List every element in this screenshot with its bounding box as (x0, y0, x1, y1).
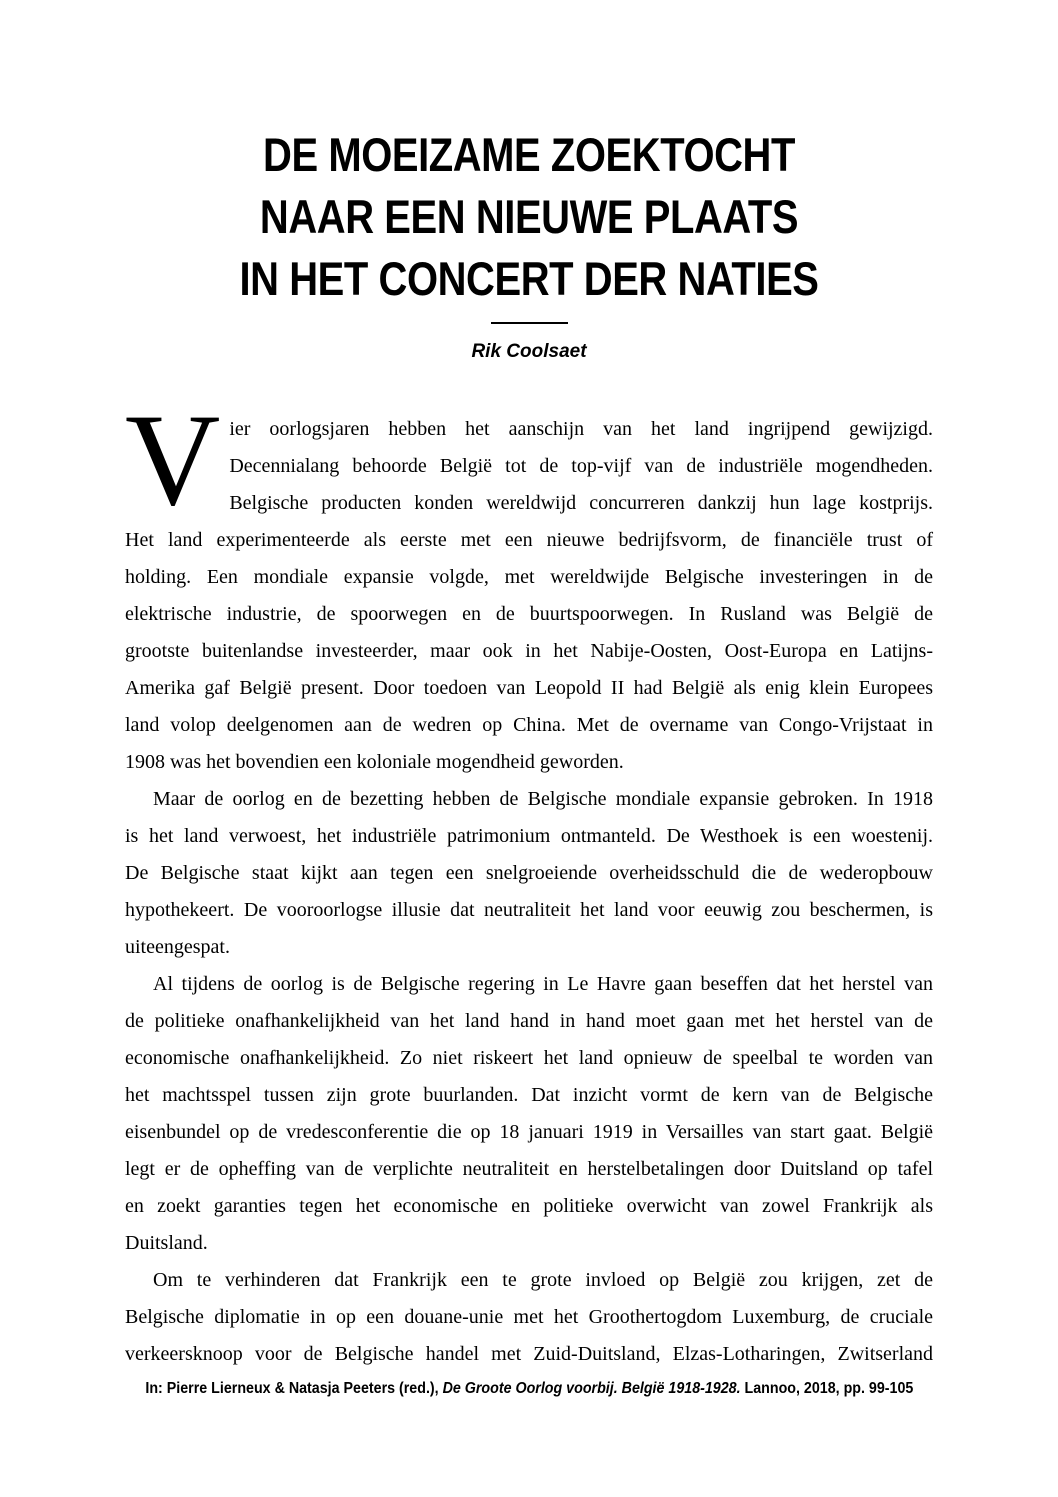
text-line: de politieke onafhankelijkheid van het land hand in hand moet gaan met het herstel van de (125, 1010, 933, 1032)
text-line: Om te verhinderen dat Frankrijk een te grote invloed op België zou krijgen, zet de (153, 1269, 933, 1291)
citation-book-title: De Groote Oorlog voorbij. België 1918-1928. (442, 1380, 741, 1397)
citation-suffix: Lannoo, 2018, pp. 99-105 (740, 1380, 913, 1397)
text-line: Belgische diplomatie in op een douane-unie met het Groothertogdom Luxemburg, de cruciale (125, 1306, 933, 1328)
paragraph (125, 966, 933, 1262)
text-line: De Belgische staat kijkt aan tegen een snelgroeiende overheidsschuld die de wederopbouw (125, 862, 933, 884)
text-line: elektrische industrie, de spoorwegen en de buurtspoorwegen. In Rusland was België de (125, 603, 933, 625)
page-title (0, 124, 1058, 310)
text-line: land volop deelgenomen aan de wedren op China. Met de overname van Congo-Vrijstaat in (125, 714, 933, 736)
text-line: Al tijdens de oorlog is de Belgische regering in Le Havre gaan beseffen dat het herstel van (153, 973, 933, 995)
author-name: Rik Coolsaet (471, 341, 587, 362)
text-line: is het land verwoest, het industriële patrimonium ontmanteld. De Westhoek is een woestenij. (125, 825, 933, 847)
text-line: Het land experimenteerde als eerste met een nieuwe bedrijfsvorm, de financiële trust of (125, 529, 933, 551)
citation-prefix: In: Pierre Lierneux & Natasja Peeters (red.), (145, 1380, 443, 1397)
text-line: legt er de opheffing van de verplichte neutraliteit en herstelbetalingen door Duitsland op tafel (125, 1158, 933, 1180)
paragraph (125, 386, 933, 781)
text-line: grootste buitenlandse investeerder, maar ook in het Nabije-Oosten, Oost-Europa en Latijns- (125, 640, 933, 662)
article-body (125, 386, 933, 1373)
text-line: holding. Een mondiale expansie volgde, met wereldwijde Belgische investeringen in de (125, 566, 933, 588)
text-line: Maar de oorlog en de bezetting hebben de Belgische mondiale expansie gebroken. In 1918 (153, 788, 933, 810)
text-line: uiteengespat. (125, 936, 230, 958)
text-line: 1908 was het bovendien een koloniale mogendheid geworden. (125, 751, 624, 773)
text-line: en zoekt garanties tegen het economische en politieke overwicht van zowel Frankrijk als (125, 1195, 933, 1217)
article-header (0, 0, 1058, 364)
text-line: eisenbundel op de vredesconferentie die op 18 januari 1919 in Versailles van start gaat. België (125, 1121, 933, 1143)
citation-footer (0, 1379, 1058, 1399)
paragraph (125, 1262, 933, 1373)
citation-text (145, 1379, 913, 1399)
text-line: hypothekeert. De vooroorlogse illusie dat neutraliteit het land voor eeuwig zou beschermen, is (125, 899, 933, 921)
text-line: Duitsland. (125, 1232, 208, 1254)
title-line-2: NAAR EEN NIEUWE PLAATS (259, 190, 799, 243)
title-line-1: DE MOEIZAME ZOEKTOCHT (263, 128, 795, 181)
title-line-3: IN HET CONCERT DER NATIES (239, 252, 819, 305)
text-line: verkeersknoop voor de Belgische handel met Zuid-Duitsland, Elzas-Lotharingen, Zwitserland (125, 1343, 933, 1365)
text-line: Amerika gaf België present. Door toedoen van Leopold II had België als enig klein Europees (125, 677, 933, 699)
text-line: economische onafhankelijkheid. Zo niet riskeert het land opnieuw de speelbal te worden van (125, 1047, 933, 1069)
title-divider (491, 322, 568, 324)
text-line: het machtsspel tussen zijn grote buurlanden. Dat inzicht vormt de kern van de Belgische (125, 1084, 933, 1106)
drop-cap: V (125, 386, 221, 533)
paragraph (125, 781, 933, 966)
text-line: Belgische producten konden wereldwijd concurreren dankzij hun lage kostprijs. (229, 492, 933, 514)
text-line: Decennialang behoorde België tot de top-vijf van de industriële mogendheden. (229, 455, 933, 477)
text-line: ier oorlogsjaren hebben het aanschijn van het land ingrijpend gewijzigd. (229, 418, 933, 440)
